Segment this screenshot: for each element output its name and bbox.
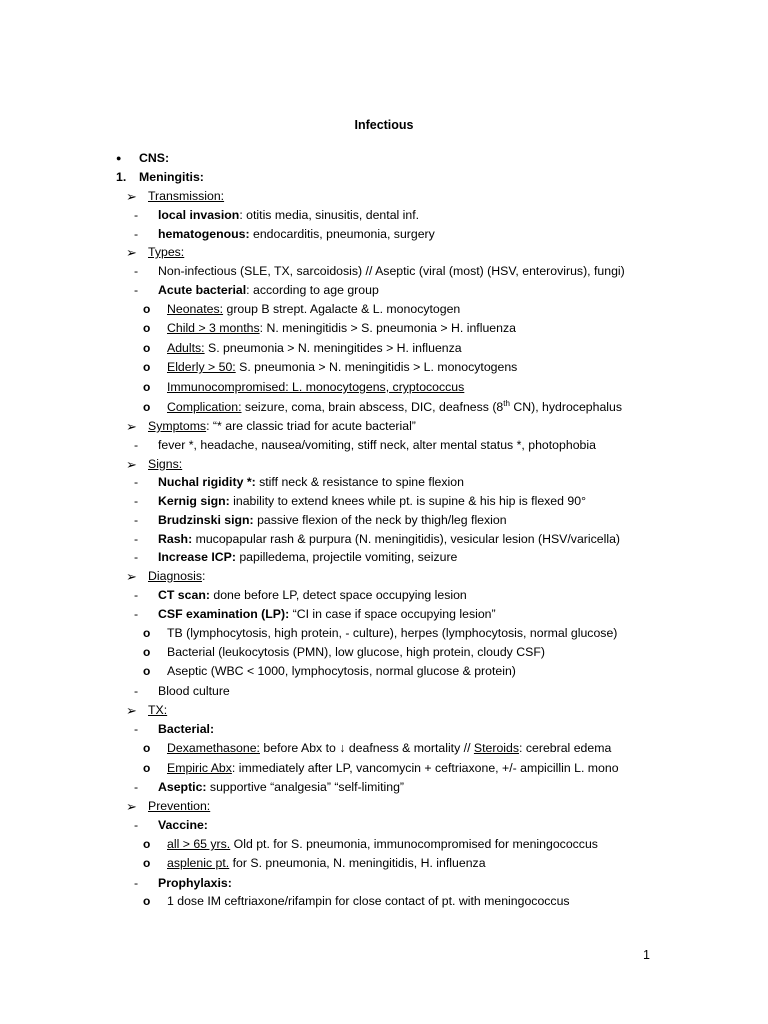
bullet-dot-icon: ● [116,153,122,163]
list-item [0,778,768,797]
text-span: Child > 3 months [167,321,260,335]
text-span: Increase ICP: [158,550,236,564]
text-span: local invasion [158,208,240,222]
list-item [0,492,768,511]
list-marker: - [134,876,139,890]
text-span: : otitis media, sinusitis, dental inf. [239,208,420,222]
list-item [0,436,768,455]
text-span [167,835,598,854]
text-span [158,206,419,225]
text-span [158,778,404,797]
list-item [0,473,768,492]
text-span: Types: [148,245,185,259]
sub-list-item [0,759,768,778]
text-span: inability to extend knees while pt. is supine & his hip is flexed 90° [229,494,586,508]
text-span [167,854,486,873]
text-span: passive flexion of the neck by thigh/leg flexion [253,513,507,527]
list-marker: - [134,494,139,508]
text-span [167,319,516,338]
text-span: Elderly > 50: [167,360,236,374]
text-span: for S. pneumonia, N. meningitidis, H. influenza [229,856,486,870]
text-span: Empiric Abx [167,761,232,775]
text-span: Diagnosis [148,569,202,583]
sub-list-item [0,624,768,643]
sub-list-item [0,854,768,873]
subsection-signs [0,455,768,474]
text-span: group B strept. Agalacte & L. monocytogen [223,302,461,316]
circle-bullet-icon: o [143,645,151,659]
sub-list-item [0,662,768,681]
sub-list-item [0,378,768,397]
text-span [167,358,517,377]
text-span: before Abx to ↓ deafness & mortality // [259,741,474,755]
list-marker: 1. [116,170,127,184]
arrow-bullet-icon: ➢ [126,569,137,584]
sub-list-item [0,358,768,377]
subsection-prevention [0,797,768,816]
text-span: : N. meningitidis > S. pneumonia > H. influenza [259,321,516,335]
list-marker: - [134,550,139,564]
arrow-bullet-icon: ➢ [126,419,137,434]
text-span: TX: [148,703,168,717]
text-span [158,530,620,549]
list-marker: - [134,532,139,546]
sub-list-item [0,835,768,854]
text-span: Aseptic: [158,780,207,794]
text-span: Bacterial: [158,722,215,736]
circle-bullet-icon: o [143,761,151,775]
arrow-bullet-icon: ➢ [126,703,137,718]
sub-list-item [0,339,768,358]
text-span: 1 dose IM ceftriaxone/rifampin for close contact of pt. with meningococcus [167,894,570,908]
list-marker: - [134,607,139,621]
text-span: Aseptic (WBC < 1000, lymphocytosis, normal glucose & protein) [167,664,516,678]
list-item [0,874,768,893]
sub-list-item [0,643,768,662]
text-span: th [503,398,510,408]
text-span: CSF examination (LP): [158,607,290,621]
sub-list-item [0,300,768,319]
text-span: Meningitis: [139,170,204,184]
list-item [0,682,768,701]
circle-bullet-icon: o [143,741,151,755]
text-span [158,511,507,530]
list-marker: - [134,208,139,222]
list-item [0,605,768,624]
text-span: Non-infectious (SLE, TX, sarcoidosis) // Aseptic (viral (most) (HSV, enterovirus), fungi) [158,264,625,278]
list-item [0,530,768,549]
text-span: : according to age group [246,283,379,297]
text-span [167,300,460,319]
section-heading [0,168,768,187]
list-marker: - [134,684,139,698]
text-span: : “* are classic triad for acute bacterial” [206,419,416,433]
text-span: Symptoms [148,419,207,433]
text-span [158,492,586,511]
circle-bullet-icon: o [143,894,151,908]
circle-bullet-icon: o [143,664,151,678]
text-span [167,739,611,758]
text-span: Brudzinski sign: [158,513,254,527]
text-span [158,281,379,300]
subsection-transmission [0,187,768,206]
sub-list-item [0,892,768,911]
text-span [148,567,205,586]
list-item [0,281,768,300]
list-item [0,206,768,225]
circle-bullet-icon: o [143,626,151,640]
arrow-bullet-icon: ➢ [126,189,137,204]
text-span: stiff neck & resistance to spine flexion [255,475,464,489]
text-span: Steroids [473,741,520,755]
circle-bullet-icon: o [143,400,151,414]
list-item-cns [0,149,768,168]
text-span: Old pt. for S. pneumonia, immunocompromised for meningococcus [230,837,598,851]
arrow-bullet-icon: ➢ [126,245,137,260]
text-span [167,759,619,778]
text-span: TB (lymphocytosis, high protein, - culture), herpes (lymphocytosis, normal glucose) [167,626,618,640]
list-item [0,511,768,530]
text-span [158,473,464,492]
text-span: Transmission: [148,189,225,203]
circle-bullet-icon: o [143,856,151,870]
circle-bullet-icon: o [143,360,151,374]
list-item [0,225,768,244]
list-marker: - [134,780,139,794]
text-span: : [202,569,206,583]
circle-bullet-icon: o [143,341,151,355]
text-span: “CI in case if space occupying lesion” [289,607,496,621]
list-item [0,816,768,835]
text-span: : cerebral edema [519,741,612,755]
text-span: fever *, headache, nausea/vomiting, stiff neck, alter mental status *, photophobia [158,438,596,452]
subsection-tx [0,701,768,720]
page-number: 1 [643,948,650,962]
circle-bullet-icon: o [143,837,151,851]
subsection-diagnosis [0,567,768,586]
list-item [0,586,768,605]
text-span: CN), hydrocephalus [509,400,623,414]
circle-bullet-icon: o [143,321,151,335]
list-marker: - [134,438,139,452]
text-span: Dexamethasone: [167,741,260,755]
list-marker: - [134,588,139,602]
text-span: papilledema, projectile vomiting, seizure [235,550,458,564]
text-span: CNS: [139,151,170,165]
text-span [158,548,457,567]
text-span [148,417,416,436]
sub-list-item [0,739,768,758]
list-marker: - [134,264,139,278]
text-span: S. pneumonia > N. meningitidis > L. monocytogens [235,360,518,374]
circle-bullet-icon: o [143,380,151,394]
list-marker: - [134,722,139,736]
list-item [0,262,768,281]
text-span: Neonates: [167,302,224,316]
text-span [167,339,462,358]
text-span: Acute bacterial [158,283,247,297]
text-span [167,398,622,417]
text-span: mucopapular rash & purpura (N. meningitidis), vesicular lesion (HSV/varicella) [192,532,620,546]
text-span: endocarditis, pneumonia, surgery [249,227,435,241]
list-marker: - [134,475,139,489]
subsection-symptoms [0,417,768,436]
sub-list-item [0,398,768,417]
text-span: CT scan: [158,588,210,602]
text-span [158,586,467,605]
text-span: Blood culture [158,684,230,698]
text-span [158,605,496,624]
text-span: Prophylaxis: [158,876,232,890]
page-title: Infectious [354,118,414,132]
text-span: : immediately after LP, vancomycin + ceftriaxone, +/- ampicillin L. mono [231,761,619,775]
text-span: Complication: [167,400,242,414]
list-item [0,548,768,567]
text-span: Rash: [158,532,193,546]
list-marker: - [134,283,139,297]
arrow-bullet-icon: ➢ [126,457,137,472]
list-marker: - [134,818,139,832]
text-span: done before LP, detect space occupying lesion [209,588,467,602]
text-span: hematogenous: [158,227,250,241]
text-span: Signs: [148,457,183,471]
text-span: Kernig sign: [158,494,230,508]
text-span: Nuchal rigidity *: [158,475,256,489]
subsection-types [0,243,768,262]
list-marker: - [134,227,139,241]
text-span: asplenic pt. [167,856,230,870]
circle-bullet-icon: o [143,302,151,316]
text-span: Bacterial (leukocytosis (PMN), low glucose, high protein, cloudy CSF) [167,645,545,659]
text-span [158,225,435,244]
text-span: Vaccine: [158,818,208,832]
text-span: supportive “analgesia” “self-limiting” [206,780,405,794]
sub-list-item [0,319,768,338]
text-span: Prevention: [148,799,211,813]
text-span: all > 65 yrs. [167,837,231,851]
list-item [0,720,768,739]
text-span: S. pneumonia > N. meningitides > H. influenza [204,341,462,355]
text-span: Adults: [167,341,205,355]
arrow-bullet-icon: ➢ [126,799,137,814]
list-marker: - [134,513,139,527]
text-span: Immunocompromised: L. monocytogens, cryptococcus [167,380,465,394]
text-span: seizure, coma, brain abscess, DIC, deafness (8 [241,400,504,414]
